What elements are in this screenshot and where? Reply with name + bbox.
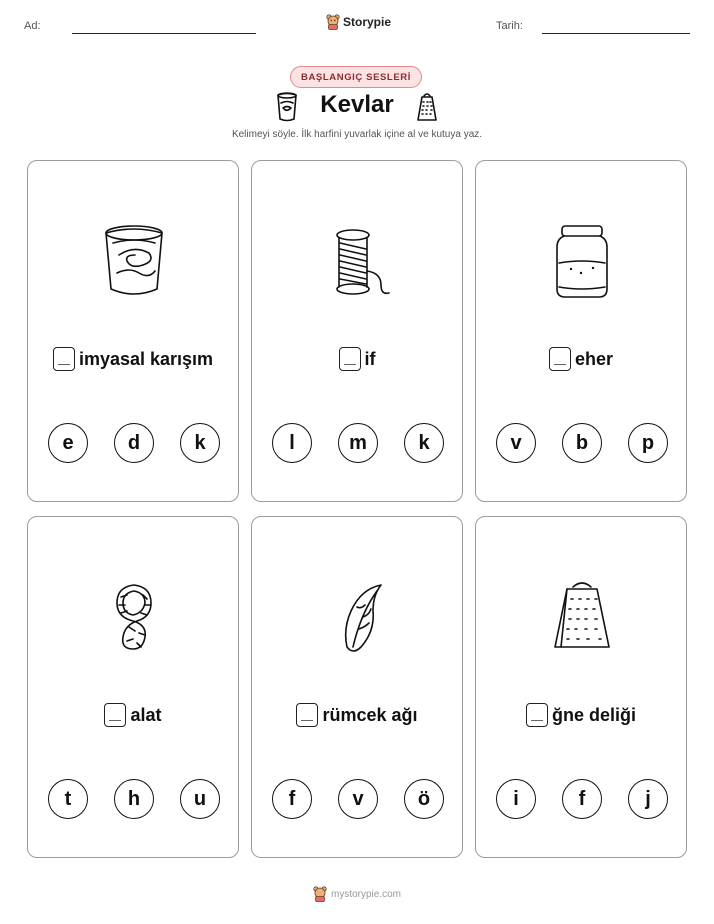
- letter-option[interactable]: p: [628, 423, 668, 463]
- word-text: eher: [574, 348, 614, 369]
- footer: [0, 886, 714, 902]
- letter-option[interactable]: f: [272, 779, 312, 819]
- answer-box[interactable]: [53, 347, 75, 371]
- name-label: Ad:: [24, 20, 41, 32]
- letter-option[interactable]: m: [338, 423, 378, 463]
- bear-icon: [326, 14, 340, 30]
- page-title: Kevlar: [320, 91, 394, 118]
- thread-spool-icon: [323, 221, 393, 301]
- letter-option[interactable]: u: [180, 779, 220, 819]
- word-card: [251, 516, 463, 858]
- word-card: [27, 160, 239, 502]
- letter-options: [496, 779, 668, 819]
- brand-name: Storypie: [343, 15, 392, 29]
- letter-option[interactable]: f: [562, 779, 602, 819]
- letter-option[interactable]: ö: [404, 779, 444, 819]
- word-prompt: [476, 347, 686, 371]
- letter-options: [48, 779, 220, 819]
- name-field[interactable]: [72, 33, 256, 34]
- word-prompt: [476, 703, 686, 727]
- answer-box[interactable]: [104, 703, 126, 727]
- letter-option[interactable]: v: [496, 423, 536, 463]
- word-prompt: [28, 347, 238, 371]
- footer-link[interactable]: mystorypie.com: [330, 888, 401, 900]
- leaf-icon: [323, 577, 393, 657]
- word-prompt: [28, 703, 238, 727]
- letter-option[interactable]: l: [272, 423, 312, 463]
- letter-option[interactable]: e: [48, 423, 88, 463]
- letter-options: [272, 423, 444, 463]
- jar-icon: [547, 221, 617, 301]
- word-card: [475, 516, 687, 858]
- letter-option[interactable]: v: [338, 779, 378, 819]
- letter-option[interactable]: k: [404, 423, 444, 463]
- answer-box[interactable]: [296, 703, 318, 727]
- date-field[interactable]: [542, 33, 690, 34]
- grater-icon: [547, 577, 617, 657]
- brand-logo: [326, 14, 391, 30]
- word-card: [27, 516, 239, 858]
- grater-icon: [415, 91, 439, 123]
- letter-options: [496, 423, 668, 463]
- bear-icon: [313, 886, 327, 902]
- word-card: [475, 160, 687, 502]
- letter-option[interactable]: b: [562, 423, 602, 463]
- word-text: alat: [130, 704, 162, 725]
- date-label: Tarih:: [496, 20, 523, 32]
- word-text: if: [364, 348, 376, 369]
- letter-option[interactable]: t: [48, 779, 88, 819]
- letter-option[interactable]: h: [114, 779, 154, 819]
- letter-option[interactable]: d: [114, 423, 154, 463]
- letter-option[interactable]: j: [628, 779, 668, 819]
- letter-options: [48, 423, 220, 463]
- answer-box[interactable]: [549, 347, 571, 371]
- word-card: [251, 160, 463, 502]
- answer-box[interactable]: [339, 347, 361, 371]
- letter-option[interactable]: i: [496, 779, 536, 819]
- word-text: ğne deliği: [551, 704, 636, 725]
- instructions: Kelimeyi söyle. İlk harfini yuvarlak içine al ve kutuya yaz.: [231, 129, 483, 140]
- category-badge: BAŞLANGIÇ SESLERİ: [290, 66, 422, 88]
- word-text: rümcek ağı: [322, 704, 418, 725]
- rope-knot-icon: [99, 577, 169, 657]
- letter-option[interactable]: k: [180, 423, 220, 463]
- word-text: imyasal karışım: [78, 348, 214, 369]
- word-prompt: [252, 703, 462, 727]
- glass-icon: [99, 221, 169, 301]
- word-prompt: [252, 347, 462, 371]
- letter-options: [272, 779, 444, 819]
- answer-box[interactable]: [526, 703, 548, 727]
